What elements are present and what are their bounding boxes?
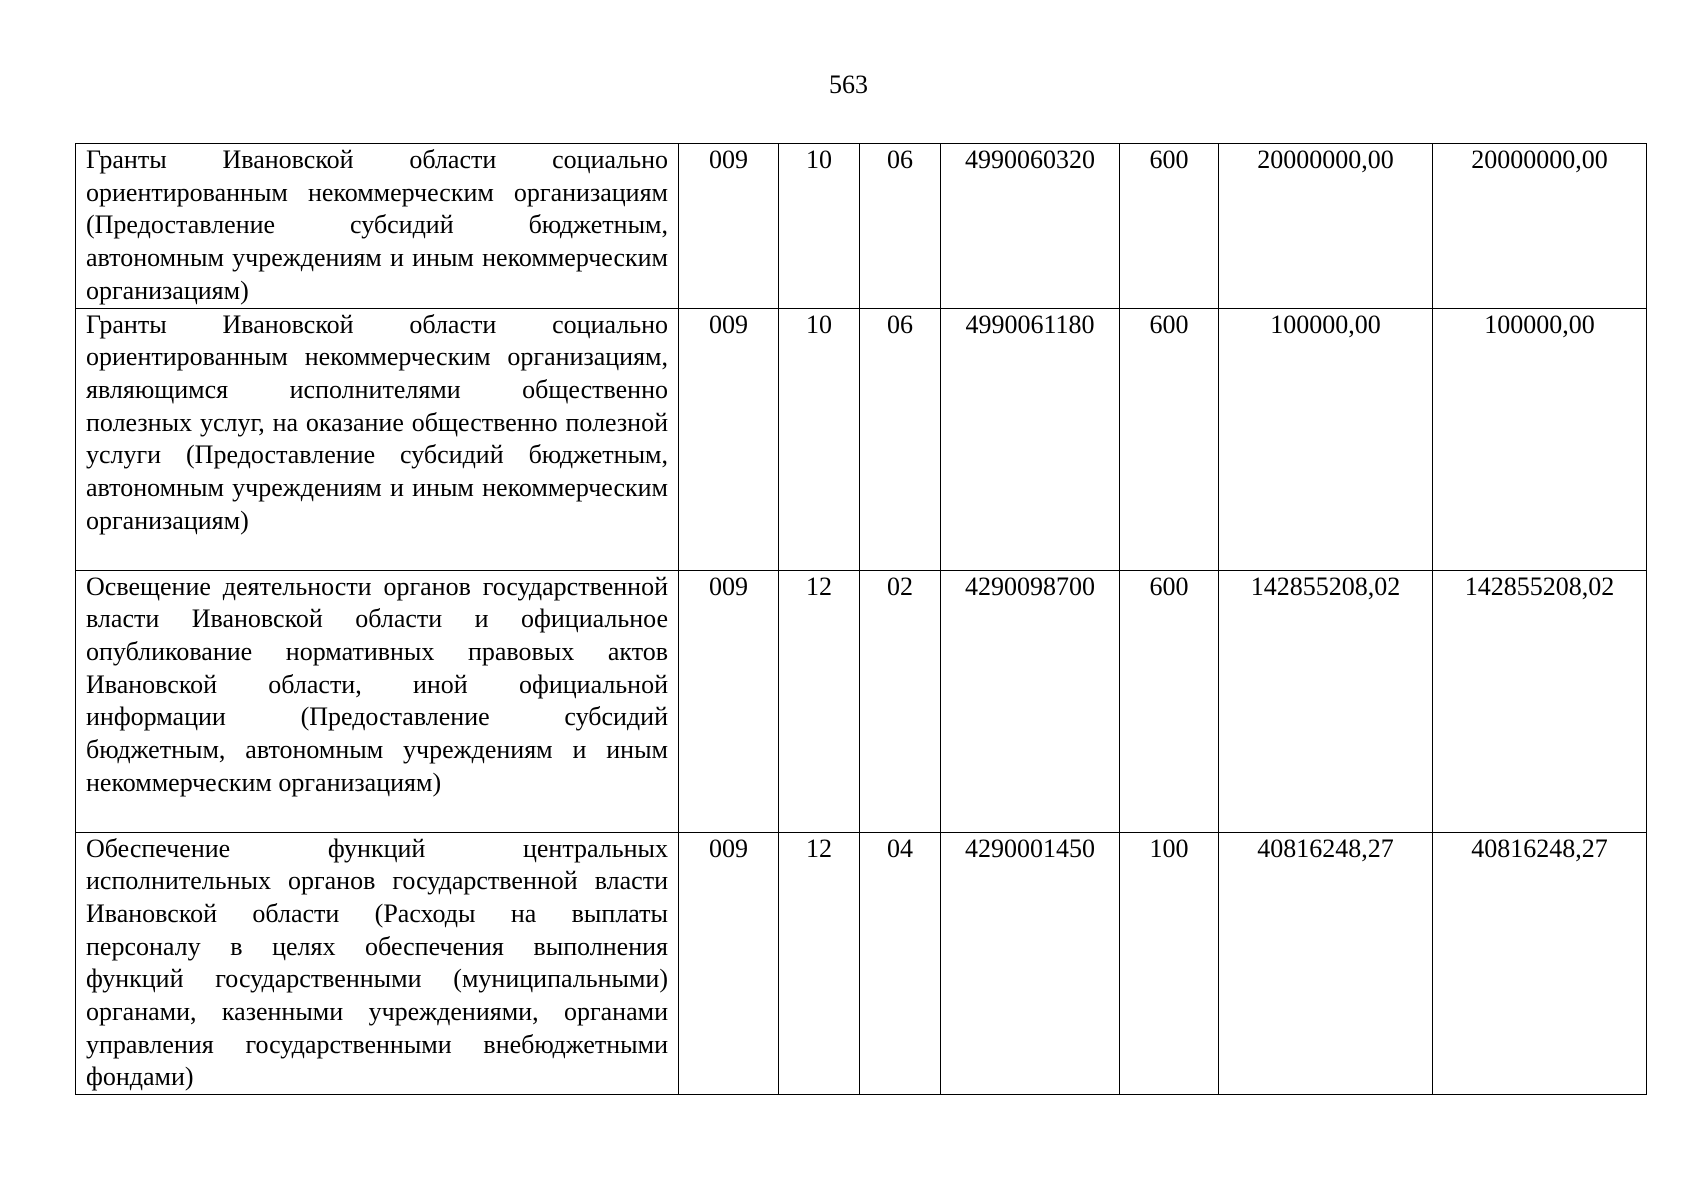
target-article-code: 4990061180 bbox=[941, 308, 1120, 570]
amount-first: 20000000,00 bbox=[1219, 144, 1433, 309]
amount-second: 142855208,02 bbox=[1433, 570, 1647, 832]
budget-table bbox=[75, 143, 1647, 1095]
page-number: 563 bbox=[829, 70, 868, 99]
ministry-code: 009 bbox=[679, 570, 779, 832]
section-code: 12 bbox=[779, 832, 860, 1095]
amount-first: 40816248,27 bbox=[1219, 832, 1433, 1095]
table-row bbox=[76, 832, 1647, 1095]
ministry-code: 009 bbox=[679, 832, 779, 1095]
target-article-code: 4290001450 bbox=[941, 832, 1120, 1095]
row-description: Гранты Ивановской области социально ориентированным некоммерческим организациям, являющимся исполнителями общественно полезных услуг, на оказание общественно полезной услуги (Предоставление субсидий бюджетным, автономным учреждениям и иным некоммерческим организациям) bbox=[76, 308, 679, 570]
amount-second: 20000000,00 bbox=[1433, 144, 1647, 309]
subsection-code: 06 bbox=[860, 144, 941, 309]
amount-second: 40816248,27 bbox=[1433, 832, 1647, 1095]
section-code: 12 bbox=[779, 570, 860, 832]
table-row bbox=[76, 570, 1647, 832]
table-row bbox=[76, 308, 1647, 570]
amount-first: 142855208,02 bbox=[1219, 570, 1433, 832]
table-row bbox=[76, 144, 1647, 309]
row-description: Гранты Ивановской области социально ориентированным некоммерческим организациям (Предоставление субсидий бюджетным, автономным учреждениям и иным некоммерческим организациям) bbox=[76, 144, 679, 309]
subsection-code: 04 bbox=[860, 832, 941, 1095]
ministry-code: 009 bbox=[679, 144, 779, 309]
section-code: 10 bbox=[779, 144, 860, 309]
target-article-code: 4990060320 bbox=[941, 144, 1120, 309]
ministry-code: 009 bbox=[679, 308, 779, 570]
amount-first: 100000,00 bbox=[1219, 308, 1433, 570]
expense-type-code: 600 bbox=[1120, 308, 1219, 570]
row-description: Освещение деятельности органов государственной власти Ивановской области и официальное опубликование нормативных правовых актов Ивановской области, иной официальной информации (Предоставление субсидий бюджетным, автономным учреждениям и иным некоммерческим организациям) bbox=[76, 570, 679, 832]
subsection-code: 02 bbox=[860, 570, 941, 832]
expense-type-code: 100 bbox=[1120, 832, 1219, 1095]
subsection-code: 06 bbox=[860, 308, 941, 570]
target-article-code: 4290098700 bbox=[941, 570, 1120, 832]
expense-type-code: 600 bbox=[1120, 570, 1219, 832]
amount-second: 100000,00 bbox=[1433, 308, 1647, 570]
section-code: 10 bbox=[779, 308, 860, 570]
row-description: Обеспечение функций центральных исполнительных органов государственной власти Ивановской области (Расходы на выплаты персоналу в целях обеспечения выполнения функций государственными (муниципальными) органами, казенными учреждениями, органами управления государственными внебюджетными фондами) bbox=[76, 832, 679, 1095]
expense-type-code: 600 bbox=[1120, 144, 1219, 309]
